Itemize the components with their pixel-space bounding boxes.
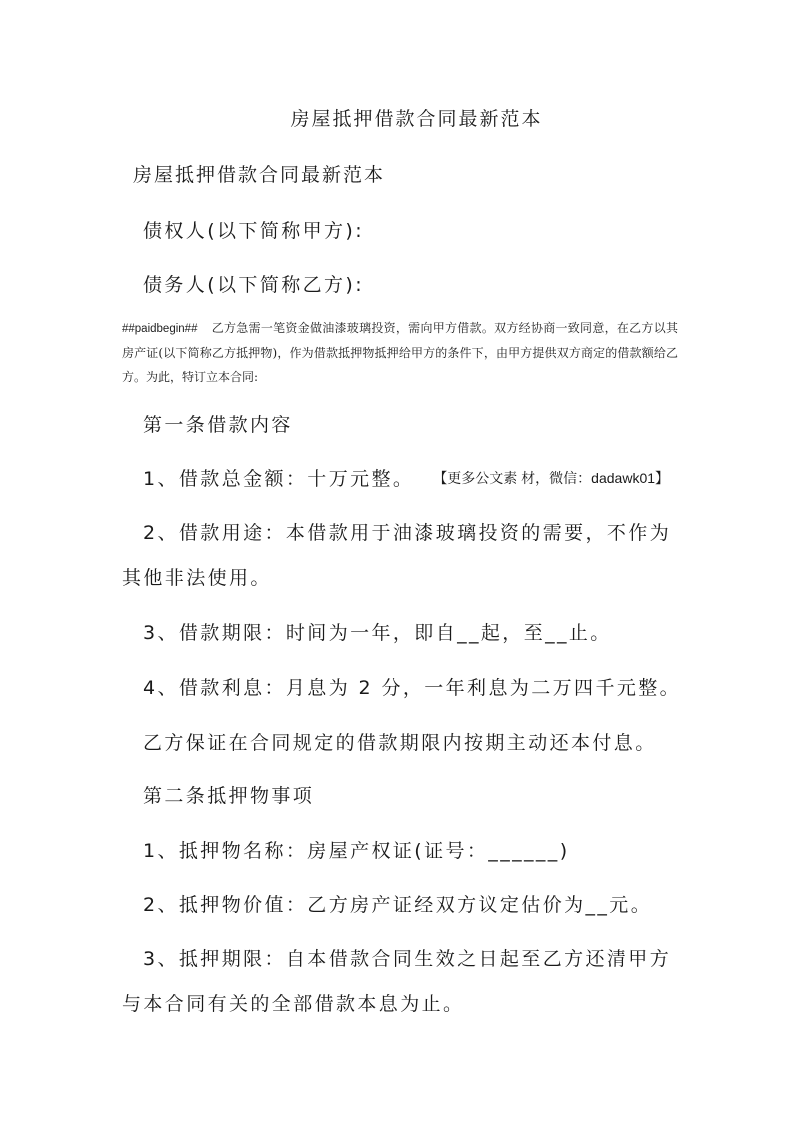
intro-paragraph (122, 316, 678, 389)
creditor-line: 债权人(以下简称甲方): (143, 220, 365, 242)
article-1-item-1 (143, 464, 669, 491)
document-title: 房屋抵押借款合同最新范本 (290, 108, 543, 130)
article-2-item-2: 2、抵押物价值：乙方房产证经双方议定估价为__元。 (143, 894, 653, 916)
repayment-guarantee: 乙方保证在合同规定的借款期限内按期主动还本付息。 (143, 732, 657, 754)
article-2-heading: 第二条抵押物事项 (143, 785, 315, 807)
article-2-item-3-line-1: 3、抵押期限：自本借款合同生效之日起至乙方还清甲方 (143, 948, 672, 970)
article-1-item-2-line-2: 其他非法使用。 (122, 567, 272, 589)
article-2-item-3-line-2: 与本合同有关的全部借款本息为止。 (122, 993, 465, 1015)
article-2-item-1: 1、抵押物名称：房屋产权证(证号：______) (143, 840, 570, 862)
article-1-item-1-text: 1、借款总金额：十万元整。 (143, 468, 415, 490)
article-1-item-2-line-1: 2、借款用途：本借款用于油漆玻璃投资的需要，不作为 (143, 522, 672, 544)
article-1-item-4: 4、借款利息：月息为 2 分，一年利息为二万四千元整。 (143, 677, 682, 699)
promo-note: 【更多公文素 材，微信：dadawk01】 (440, 470, 670, 486)
paid-tag: ##paidbegin## (122, 323, 198, 335)
debtor-line: 债务人(以下简称乙方): (143, 274, 365, 296)
article-1-item-3: 3、借款期限：时间为一年，即自__起，至__止。 (143, 622, 612, 644)
article-1-heading: 第一条借款内容 (143, 414, 293, 436)
document-subtitle: 房屋抵押借款合同最新范本 (133, 164, 386, 186)
intro-text: 乙方急需一笔资金做油漆玻璃投资，需向甲方借款。双方经协商一致同意，在乙方以其房产证(以下简称乙方抵押物)，作为借款抵押物抵押给甲方的条件下，由甲方提供双方商定的借款额给乙方。为此，特订立本合同: (122, 321, 678, 384)
